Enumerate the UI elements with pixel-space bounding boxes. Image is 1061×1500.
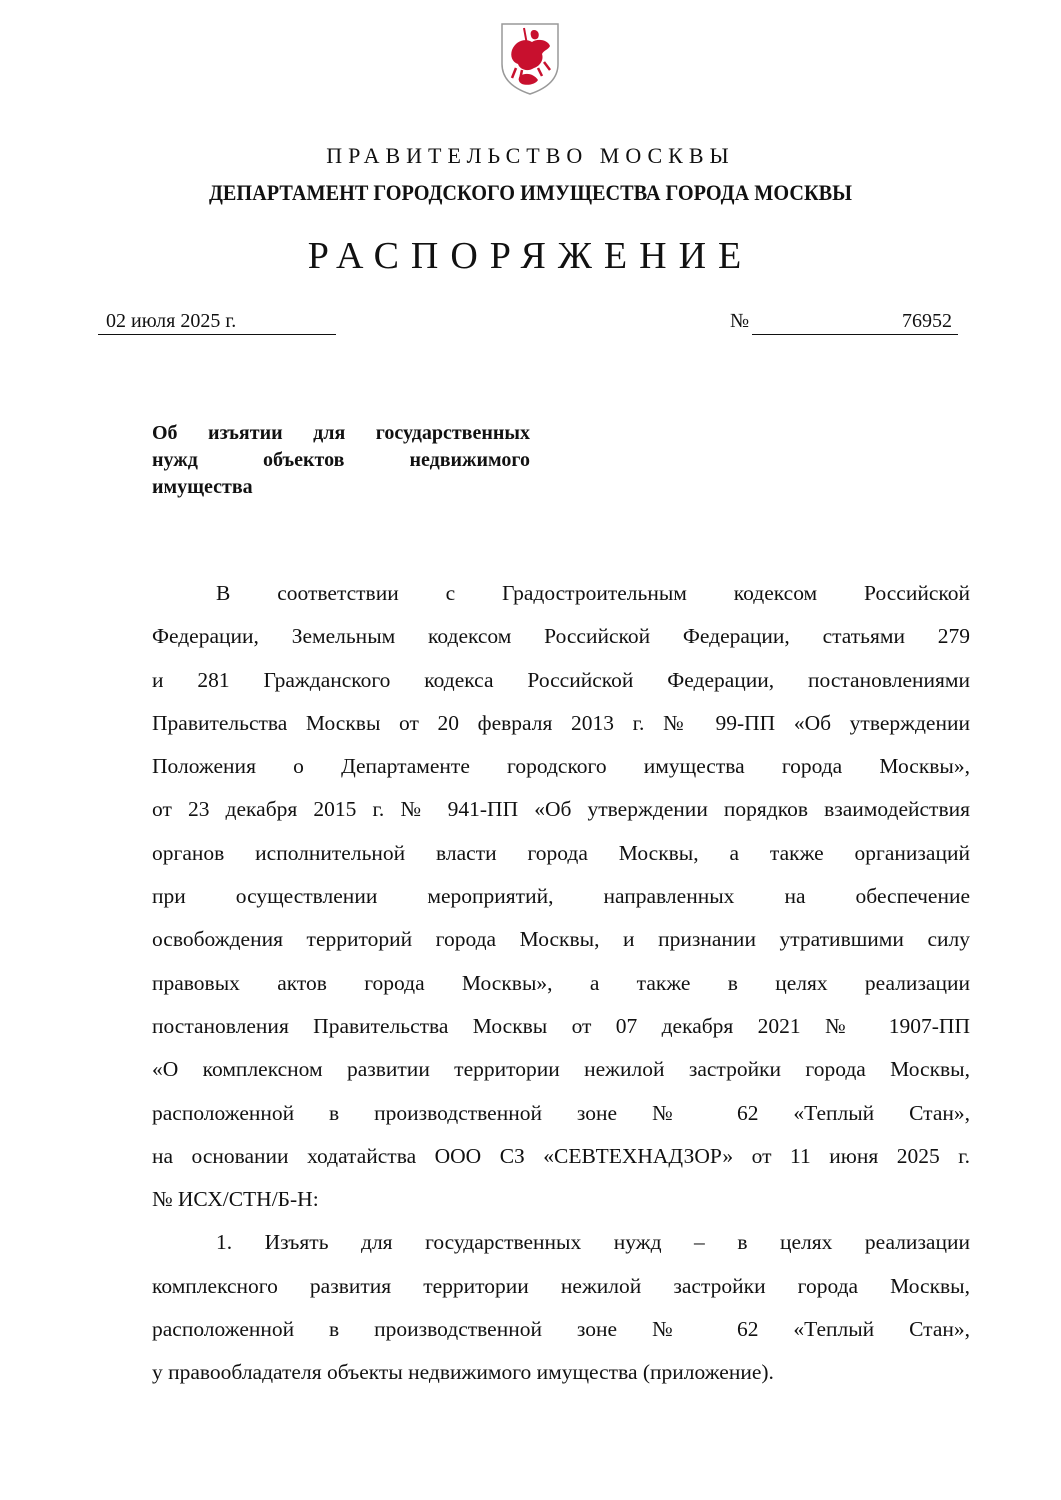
body-line: В соответствии с Градостроительным кодексом Российской [216, 581, 970, 605]
document-type: РАСПОРЯЖЕНИЕ [307, 235, 754, 277]
document-date: 02 июля 2025 г. [98, 310, 336, 335]
body-line: освобождения территорий города Москвы, и признании утратившими силу [152, 927, 970, 952]
subject-line: Об изъятии для государственных [152, 422, 530, 444]
document-subject [152, 420, 530, 501]
body-line: при осуществлении мероприятий, направленных на обеспечение [152, 884, 970, 909]
body-line: Положения о Департаменте городского имущества города Москвы», [152, 754, 970, 779]
subject-line: имущества [152, 476, 253, 498]
clause-1-line: комплексного развития территории нежилой застройки города Москвы, [152, 1273, 970, 1298]
government-title: ПРАВИТЕЛЬСТВО МОСКВЫ [326, 143, 735, 168]
body-line: № ИСХ/СТН/Б-Н: [152, 1187, 319, 1212]
clause-1-line: у правообладателя объекты недвижимого имущества (приложение). [152, 1360, 774, 1385]
document-number: 76952 [752, 310, 958, 335]
body-line: правовых актов города Москвы», а также в целях реализации [152, 970, 970, 995]
clause-1-line: 1. Изъять для государственных нужд – в целях реализации [216, 1230, 970, 1255]
document-body [152, 578, 970, 1401]
department-title: ДЕПАРТАМЕНТ ГОРОДСКОГО ИМУЩЕСТВА ГОРОДА МОСКВЫ [208, 180, 853, 205]
body-line: Федерации, Земельным кодексом Российской Федерации, статьями 279 [152, 624, 970, 649]
body-line: «О комплексном развитии территории нежилой застройки города Москвы, [152, 1057, 970, 1082]
body-line: от 23 декабря 2015 г. № 941-ПП «Об утверждении порядков взаимодействия [152, 797, 970, 822]
body-line: органов исполнительной власти города Москвы, а также организаций [152, 840, 970, 865]
clause-1-line: расположенной в производственной зоне № 62 «Теплый Стан», [152, 1317, 970, 1342]
subject-line: нужд объектов недвижимого [152, 449, 530, 471]
body-line: расположенной в производственной зоне № 62 «Теплый Стан», [152, 1100, 970, 1125]
body-line: постановления Правительства Москвы от 07 декабря 2021 № 1907-ПП [152, 1013, 970, 1038]
body-line: на основании ходатайства ООО СЗ «СЕВТЕХНАДЗОР» от 11 июня 2025 г. [152, 1143, 970, 1168]
body-line: и 281 Гражданского кодекса Российской Федерации, постановлениями [152, 667, 970, 692]
body-line: Правительства Москвы от 20 февраля 2013 г. № 99-ПП «Об утверждении [152, 710, 970, 735]
number-label: № [730, 310, 750, 332]
moscow-coat-of-arms-icon [498, 20, 562, 96]
